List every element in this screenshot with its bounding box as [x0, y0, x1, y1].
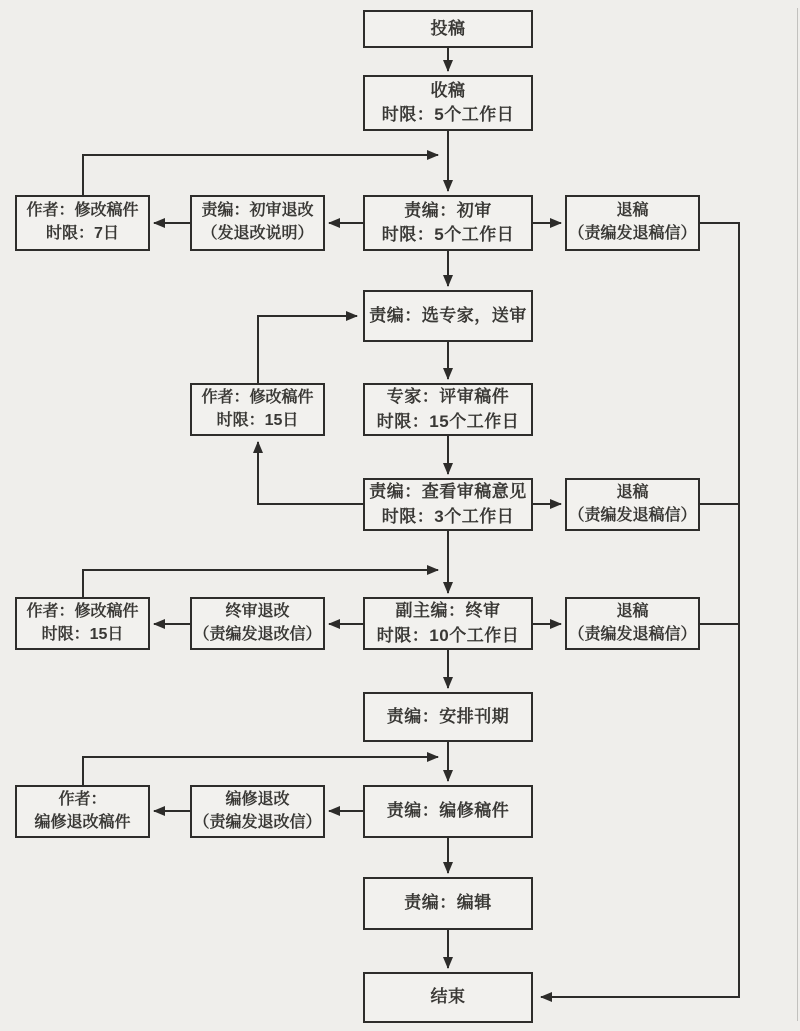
- node-final-review-deadline: 时限：10个工作日: [376, 625, 520, 645]
- node-select-experts: [363, 290, 533, 342]
- node-author-edit-revise-label: 作者：: [58, 790, 107, 808]
- node-reject-final: [565, 597, 700, 650]
- node-check-opinions-label: 责编：查看审稿意见: [369, 482, 527, 502]
- node-author-revise-15d-review: [190, 383, 325, 436]
- node-receive-label: 收稿: [430, 80, 466, 100]
- node-select-experts-label: 责编：选专家，送审: [369, 305, 527, 325]
- node-final-review: [363, 597, 533, 650]
- node-reject-final-label: 退稿: [616, 602, 649, 620]
- node-expert-review-label: 专家：评审稿件: [386, 387, 510, 407]
- node-editing: [363, 877, 533, 930]
- node-reject-initial: [565, 195, 700, 251]
- node-final-return-note: （责编发退改信）: [193, 625, 322, 643]
- node-author-revise-15d-final-deadline: 时限：15日: [41, 625, 124, 643]
- node-receive-deadline: 时限：5个工作日: [381, 105, 515, 124]
- node-author-revise-15d-review-label: 作者：修改稿件: [201, 388, 314, 406]
- node-author-revise-7d-deadline: 时限：7日: [46, 225, 119, 242]
- node-reject-review-label: 退稿: [616, 483, 649, 501]
- node-edit-return-label: 编修退改: [225, 790, 290, 808]
- node-reject-initial-note: （责编发退稿信）: [568, 225, 697, 242]
- node-author-revise-7d-label: 作者：修改稿件: [26, 202, 139, 220]
- node-editing-label: 责编：编辑: [404, 893, 492, 913]
- node-end: [363, 972, 533, 1023]
- node-receive: [363, 75, 533, 131]
- node-author-revise-15d-final: [15, 597, 150, 650]
- page-edge-line: [797, 8, 798, 1021]
- node-initial-return: [190, 195, 325, 251]
- node-edit-return-note: （责编发退改信）: [193, 813, 322, 831]
- node-reject-final-note: （责编发退稿信）: [568, 625, 697, 643]
- node-final-return-label: 终审退改: [225, 602, 290, 620]
- node-check-opinions: [363, 478, 533, 531]
- node-end-label: 结束: [430, 987, 466, 1007]
- node-reject-review-note: （责编发退稿信）: [568, 506, 697, 524]
- node-initial-review-label: 责编：初审: [404, 200, 492, 220]
- node-author-edit-revise: [15, 785, 150, 838]
- node-author-edit-revise-label2: 编修退改稿件: [34, 813, 131, 831]
- node-author-revise-15d-review-deadline: 时限：15日: [216, 411, 299, 429]
- node-edit-manuscript: [363, 785, 533, 838]
- node-final-review-label: 副主编：终审: [395, 601, 501, 621]
- node-initial-return-label: 责编：初审退改: [201, 202, 314, 220]
- node-check-opinions-deadline: 时限：3个工作日: [381, 506, 515, 526]
- node-initial-review-deadline: 时限：5个工作日: [381, 225, 515, 244]
- node-expert-review: [363, 383, 533, 436]
- node-reject-initial-label: 退稿: [616, 202, 649, 220]
- node-final-return: [190, 597, 325, 650]
- node-expert-review-deadline: 时限：15个工作日: [376, 411, 520, 431]
- node-author-revise-15d-final-label: 作者：修改稿件: [26, 602, 139, 620]
- node-schedule-issue: [363, 692, 533, 742]
- node-initial-review: [363, 195, 533, 251]
- node-author-revise-7d: [15, 195, 150, 251]
- node-schedule-issue-label: 责编：安排刊期: [386, 706, 510, 726]
- node-reject-review: [565, 478, 700, 531]
- node-submit: [363, 10, 533, 48]
- node-edit-return: [190, 785, 325, 838]
- node-submit-label: 投稿: [430, 18, 466, 38]
- node-initial-return-note: （发退改说明）: [201, 225, 314, 242]
- node-edit-manuscript-label: 责编：编修稿件: [386, 801, 510, 821]
